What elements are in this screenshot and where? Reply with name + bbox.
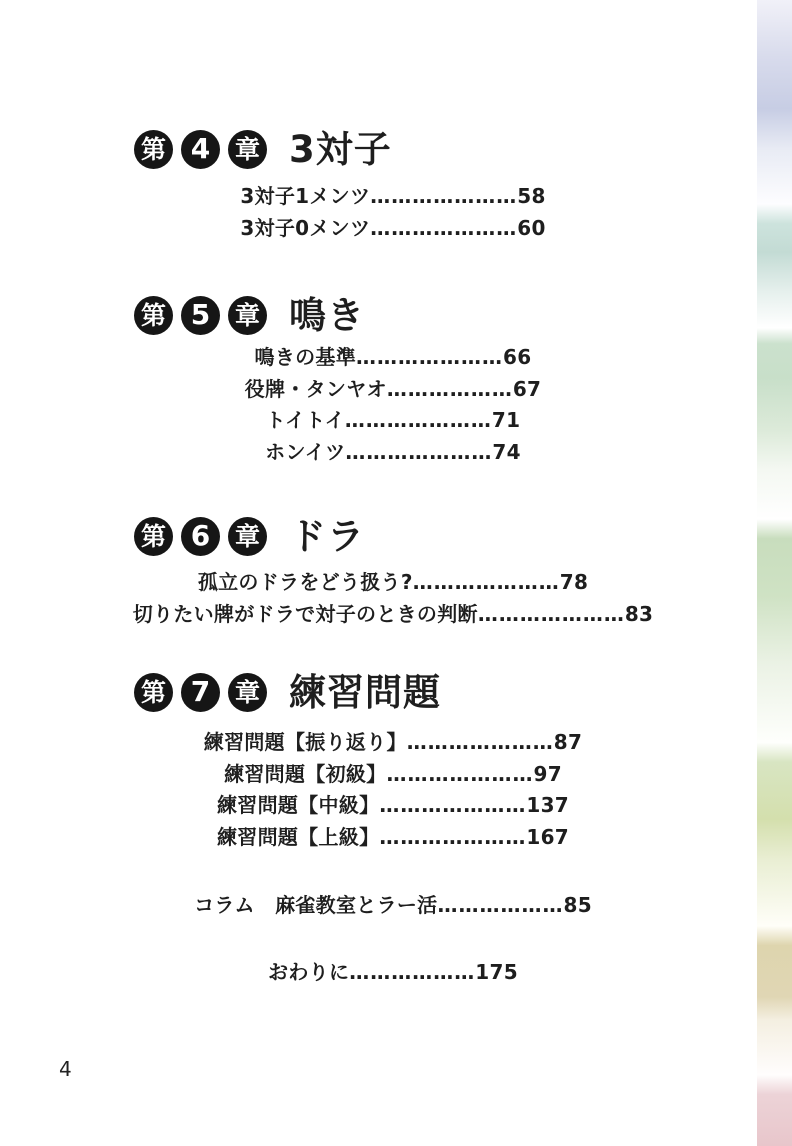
toc-leader-dots: …………………: [344, 408, 492, 433]
toc-page-ref: 137: [526, 793, 570, 818]
toc-leader-dots: ………………: [349, 960, 476, 984]
toc-leader-dots: …………………: [345, 439, 493, 464]
chapter-4-entries: [130, 181, 656, 244]
toc-entry-label: 練習問題【中級】: [216, 793, 380, 818]
toc-leader-dots: …………………: [379, 793, 527, 818]
chapter-number-badge: 4: [181, 130, 220, 169]
chapter-prefix-badge: [134, 130, 173, 169]
toc-leader-dots: …………………: [477, 601, 625, 626]
toc-entry: [130, 567, 656, 599]
toc-entry-column: [130, 890, 656, 922]
toc-entry: [130, 405, 656, 437]
chapter-prefix-label: 第: [140, 521, 166, 551]
toc-entry-label: コラム 麻雀教室とラー活: [194, 893, 438, 917]
chapter-number-badge: 7: [181, 673, 220, 712]
toc-entry-label: 切りたい牌がドラで対子のときの判断: [132, 601, 478, 626]
chapter-prefix-badge: [134, 517, 173, 556]
toc-entry: [130, 342, 656, 374]
toc-entry: [130, 437, 656, 469]
toc-page-ref: 83: [624, 601, 654, 626]
toc-entry: [130, 181, 656, 213]
toc-entry: [130, 822, 656, 854]
toc-entry-label: 孤立のドラをどう扱う?: [197, 570, 413, 594]
toc-leader-dots: ………………: [386, 376, 513, 401]
chapter-6-entries: [130, 567, 656, 630]
toc-entry-label: 役牌・タンヤオ: [244, 376, 387, 401]
toc-entry-label: おわりに: [268, 960, 350, 984]
toc-entry: [130, 727, 656, 759]
toc-page-ref: 85: [563, 893, 592, 917]
chapter-suffix-badge: [228, 517, 267, 556]
chapter-prefix-label: 第: [140, 300, 166, 330]
chapter-6-heading: [134, 516, 365, 556]
toc-page-ref: 67: [512, 376, 542, 401]
chapter-prefix-badge: [134, 296, 173, 335]
chapter-suffix-label: 章: [234, 521, 260, 551]
toc-leader-dots: …………………: [406, 730, 554, 754]
toc-entry-label: 3対子1メンツ: [240, 184, 371, 208]
afterword-entry-row: [130, 957, 656, 989]
toc-entry-label: 練習問題【振り返り】: [203, 730, 407, 754]
toc-leader-dots: …………………: [379, 824, 527, 849]
toc-entry-label: 3対子0メンツ: [240, 215, 371, 240]
toc-page-ref: 60: [517, 215, 546, 240]
toc-page-ref: 58: [517, 184, 546, 208]
chapter-5-heading: [134, 295, 365, 335]
chapter-number-badge: 6: [181, 517, 220, 556]
toc-entry: [130, 759, 656, 791]
chapter-prefix-label: 第: [140, 677, 166, 707]
chapter-4-heading: [134, 129, 392, 169]
chapter-title: 3対子: [289, 127, 392, 171]
toc-leader-dots: …………………: [370, 184, 518, 208]
chapter-suffix-badge: [228, 130, 267, 169]
toc-page-ref: 97: [533, 761, 562, 786]
toc-entry-label: ホンイツ: [265, 439, 346, 464]
decorative-rainbow-strip: [757, 0, 792, 1146]
chapter-suffix-badge: [228, 673, 267, 712]
toc-entry-label: 練習問題【上級】: [216, 824, 380, 849]
chapter-suffix-label: 章: [234, 677, 260, 707]
chapter-suffix-label: 章: [234, 134, 260, 164]
chapter-title: ドラ: [289, 514, 365, 558]
toc-entry: [130, 374, 656, 406]
chapter-suffix-label: 章: [234, 300, 260, 330]
chapter-suffix-badge: [228, 296, 267, 335]
toc-page-ref: 74: [492, 439, 521, 464]
toc-page-ref: 71: [491, 408, 521, 433]
chapter-5-entries: [130, 342, 656, 468]
chapter-title: 練習問題: [289, 670, 441, 714]
toc-entry: [130, 599, 656, 631]
toc-leader-dots: ………………: [437, 893, 564, 917]
toc-entry-label: 鳴きの基準: [254, 345, 357, 369]
chapter-title: 鳴き: [289, 293, 365, 337]
toc-page-ref: 175: [475, 960, 518, 984]
toc-leader-dots: …………………: [356, 345, 504, 369]
toc-entry-label: 練習問題【初級】: [224, 761, 387, 786]
chapter-prefix-badge: [134, 673, 173, 712]
chapter-7-entries: [130, 727, 656, 853]
toc-entry-afterword: [130, 957, 656, 989]
toc-leader-dots: …………………: [412, 570, 560, 594]
chapter-prefix-label: 第: [140, 134, 166, 164]
toc-page-ref: 66: [503, 345, 532, 369]
toc-page-ref: 78: [559, 570, 589, 594]
toc-leader-dots: …………………: [386, 761, 534, 786]
toc-entry: [130, 790, 656, 822]
chapter-7-heading: [134, 672, 441, 712]
toc-page-ref: 87: [553, 730, 583, 754]
toc-page-ref: 167: [526, 824, 570, 849]
page-number: 4: [59, 1057, 72, 1081]
toc-leader-dots: …………………: [370, 215, 518, 240]
toc-entry-label: トイトイ: [265, 408, 345, 433]
column-entry-row: [130, 890, 656, 922]
chapter-number-badge: 5: [181, 296, 220, 335]
toc-entry: [130, 213, 656, 245]
